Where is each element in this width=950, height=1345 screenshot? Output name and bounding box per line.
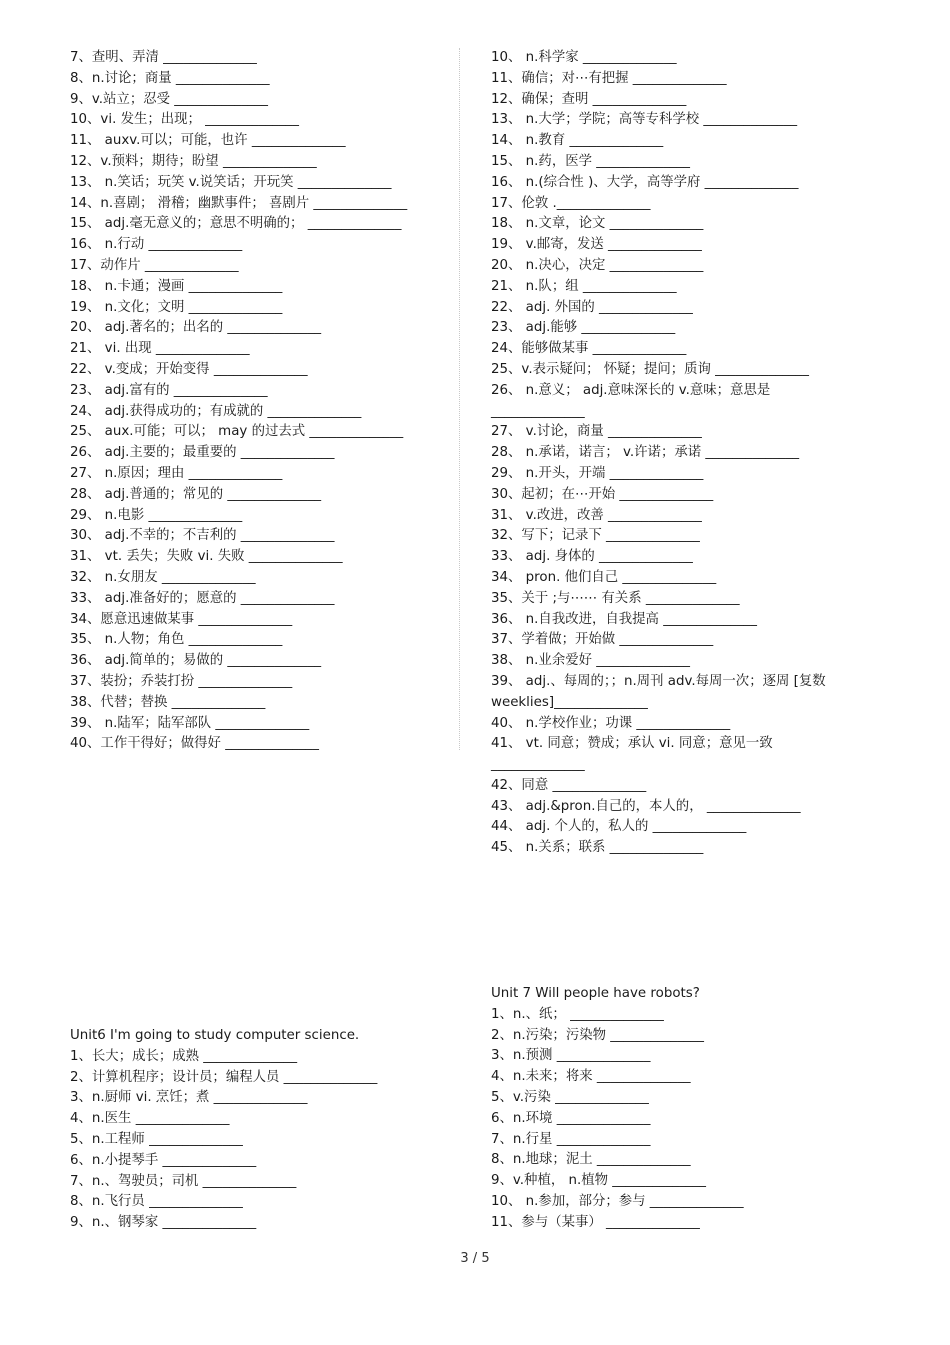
vocab-line: 16、 n.行动 ______________ — [70, 237, 243, 253]
page-number: 3 / 5 — [460, 1251, 490, 1266]
vocab-line: 5、v.污染 ______________ — [491, 1089, 649, 1105]
vocab-line: 35、关于 ;与⋯⋯ 有关系 ______________ — [491, 590, 740, 606]
vocab-line: 23、 adj.能够 ______________ — [491, 320, 676, 336]
vocab-line: 11、 auxv.可以；可能，也许 ______________ — [70, 133, 346, 149]
vocab-line: 24、 adj.获得成功的；有成就的 ______________ — [70, 403, 362, 419]
vocab-line: 25、 aux.可能；可以； may 的过去式 ______________ — [70, 424, 404, 440]
vocab-line: 3、n.预测 ______________ — [491, 1048, 651, 1064]
vocab-line: 19、 v.邮寄，发送 ______________ — [491, 237, 702, 253]
vocab-line: 34、 pron. 他们自己 ______________ — [491, 569, 717, 585]
vocab-line: 24、能够做某事 ______________ — [491, 341, 687, 357]
vocab-line: 42、同意 ______________ — [491, 777, 647, 793]
vocab-line: 30、起初；在⋯开始 ______________ — [491, 486, 714, 502]
vocab-line: 20、 n.决心，决定 ______________ — [491, 257, 704, 273]
vocab-line: 8、n.讨论；商量 ______________ — [70, 70, 270, 86]
vocab-line: 2、n.污染；污染物 ______________ — [491, 1027, 704, 1043]
vocab-line: 37、装扮；乔装打扮 ______________ — [70, 673, 293, 689]
vocab-line: 30、 adj.不幸的；不吉利的 ______________ — [70, 528, 335, 544]
vocab-line: 14、n.喜剧； 滑稽；幽默事件； 喜剧片 ______________ — [70, 195, 408, 211]
vocab-line: 9、v.站立；忍受 ______________ — [70, 91, 268, 107]
vocab-line: 36、 n.自我改进，自我提高 ______________ — [491, 611, 757, 627]
vocab-line: 11、确信；对⋯有把握 ______________ — [491, 70, 727, 86]
column-divider — [459, 48, 460, 750]
unit7-vocab-list — [491, 1005, 744, 1234]
vocab-line: 22、 adj. 外国的 ______________ — [491, 299, 693, 315]
vocab-line: 5、n.工程师 ______________ — [70, 1131, 243, 1147]
vocab-line: 7、查明、弄清 ______________ — [70, 50, 257, 65]
vocab-line: 33、 adj.准备好的；愿意的 ______________ — [70, 590, 335, 606]
vocab-line: 39、 n.陆军；陆军部队 ______________ — [70, 715, 310, 731]
vocab-line: 36、 adj.简单的；易做的 ______________ — [70, 653, 322, 669]
vocab-line: 13、 n.大学；学院；高等专科学校 ______________ — [491, 112, 798, 128]
vocab-line: 18、 n.卡通；漫画 ______________ — [70, 278, 283, 294]
unit6-section — [70, 1026, 377, 1234]
vocab-line: 16、 n.(综合性 )、大学，高等学府 ______________ — [491, 174, 799, 190]
vocab-line: 32、 n.女朋友 ______________ — [70, 569, 256, 585]
vocab-line: 37、学着做；开始做 ______________ — [491, 632, 714, 648]
vocab-line: 25、v.表示疑问； 怀疑；提问；质询 ______________ — [491, 361, 809, 377]
vocab-line: 13、 n.笑话；玩笑 v.说笑话；开玩笑 ______________ — [70, 174, 392, 190]
vocab-line: 17、伦敦 .______________ — [491, 195, 651, 211]
vocab-line: 32、写下；记录下 ______________ — [491, 528, 700, 544]
vocab-line: 35、 n.人物；角色 ______________ — [70, 632, 283, 648]
vocab-line: 18、 n.文章，论文 ______________ — [491, 216, 704, 232]
vocab-line: 40、 n.学校作业；功课 ______________ — [491, 715, 731, 731]
vocab-line: 11、参与（某事） ______________ — [491, 1214, 700, 1230]
vocab-line: 23、 adj.富有的 ______________ — [70, 382, 268, 398]
vocab-line: 43、 adj.&pron.自己的，本人的， ______________ — [491, 798, 801, 814]
vocab-line: 21、 vi. 出现 ______________ — [70, 341, 250, 357]
vocab-line: 10、 n.参加，部分；参与 ______________ — [491, 1193, 744, 1209]
vocab-line: 34、愿意迅速做某事 ______________ — [70, 611, 293, 627]
vocab-line: 28、 adj.普通的；常见的 ______________ — [70, 486, 322, 502]
vocab-line: 19、 n.文化；文明 ______________ — [70, 299, 283, 315]
unit7-section — [491, 984, 744, 1234]
vocab-line: 31、 vt. 丢失；失败 vi. 失败 ______________ — [70, 549, 343, 565]
vocab-line: 14、 n.教育 ______________ — [491, 133, 664, 149]
vocab-line: weeklies]______________ — [491, 694, 648, 710]
unit6-vocab-list — [70, 1047, 377, 1234]
vocab-line: 10、 n.科学家 ______________ — [491, 50, 677, 65]
vocab-line: 39、 adj.、每周的；；n.周刊 adv.每周一次；逐周 [复数 — [491, 673, 826, 689]
vocab-line: 8、n.地球；泥土 ______________ — [491, 1152, 691, 1168]
vocab-line: 28、 n.承诺，诺言； v.许诺；承诺 ______________ — [491, 445, 800, 461]
vocab-line: 44、 adj. 个人的，私人的 ______________ — [491, 819, 747, 835]
vocab-line: 26、 adj.主要的；最重要的 ______________ — [70, 445, 335, 461]
vocab-line: 7、n.、驾驶员；司机 ______________ — [70, 1173, 297, 1189]
vocab-line: 9、v.种植， n.植物 ______________ — [491, 1173, 706, 1189]
vocab-line: 38、 n.业余爱好 ______________ — [491, 653, 690, 669]
vocab-line: 15、 n.药，医学 ______________ — [491, 153, 690, 169]
vocab-line: 10、vi. 发生；出现； ______________ — [70, 112, 299, 128]
vocab-line: 3、n.厨师 vi. 烹饪；煮 ______________ — [70, 1090, 308, 1106]
vocab-line: 6、n.小提琴手 ______________ — [70, 1152, 257, 1168]
unit7-title: Unit 7 Will people have robots? — [491, 986, 700, 1001]
vocab-line: 40、工作干得好；做得好 ______________ — [70, 736, 319, 752]
vocab-line: 12、确保；查明 ______________ — [491, 91, 687, 107]
vocab-line: 8、n.飞行员 ______________ — [70, 1194, 243, 1210]
vocab-line: 2、计算机程序；设计员；编程人员 ______________ — [70, 1069, 378, 1085]
vocab-line: 17、动作片 ______________ — [70, 257, 239, 273]
vocab-line: 1、长大；成长；成熟 ______________ — [70, 1048, 298, 1064]
vocab-line: 33、 adj. 身体的 ______________ — [491, 549, 693, 565]
vocab-line: 20、 adj.著名的；出名的 ______________ — [70, 320, 322, 336]
vocab-line: 1、n.、纸； ______________ — [491, 1006, 664, 1022]
vocab-line: 45、 n.关系；联系 ______________ — [491, 840, 704, 856]
vocab-line: 4、n.医生 ______________ — [70, 1111, 230, 1127]
unit6-title: Unit6 I'm going to study computer science. — [70, 1028, 360, 1043]
vocab-line: 41、 vt. 同意；赞成；承认 vi. 同意；意见一致 — [491, 736, 773, 752]
vocab-line: 29、 n.开头，开端 ______________ — [491, 465, 704, 481]
vocab-line: ______________ — [491, 757, 585, 773]
vocab-line: 27、 v.讨论，商量 ______________ — [491, 424, 702, 440]
vocab-line: ______________ — [491, 403, 585, 419]
vocab-line: 4、n.未来；将来 ______________ — [491, 1069, 691, 1085]
vocab-line: 6、n.环境 ______________ — [491, 1110, 651, 1126]
vocab-line: 29、 n.电影 ______________ — [70, 507, 243, 523]
vocab-line: 7、n.行星 ______________ — [491, 1131, 651, 1147]
vocab-line: 31、 v.改进，改善 ______________ — [491, 507, 702, 523]
vocab-line: 12、v.预料；期待；盼望 ______________ — [70, 153, 317, 169]
vocab-line: 26、 n.意义； adj.意味深长的 v.意味；意思是 — [491, 382, 771, 398]
right-column-vocab-list — [491, 48, 826, 859]
left-column-vocab-list — [70, 48, 407, 755]
vocab-line: 38、代替；替换 ______________ — [70, 694, 266, 710]
vocab-line: 22、 v.变成；开始变得 ______________ — [70, 361, 308, 377]
vocab-line: 9、n.、钢琴家 ______________ — [70, 1215, 257, 1231]
vocab-line: 27、 n.原因；理由 ______________ — [70, 465, 283, 481]
vocab-line: 15、 adj.毫无意义的；意思不明确的； ______________ — [70, 216, 402, 232]
vocab-line: 21、 n.队；组 ______________ — [491, 278, 677, 294]
